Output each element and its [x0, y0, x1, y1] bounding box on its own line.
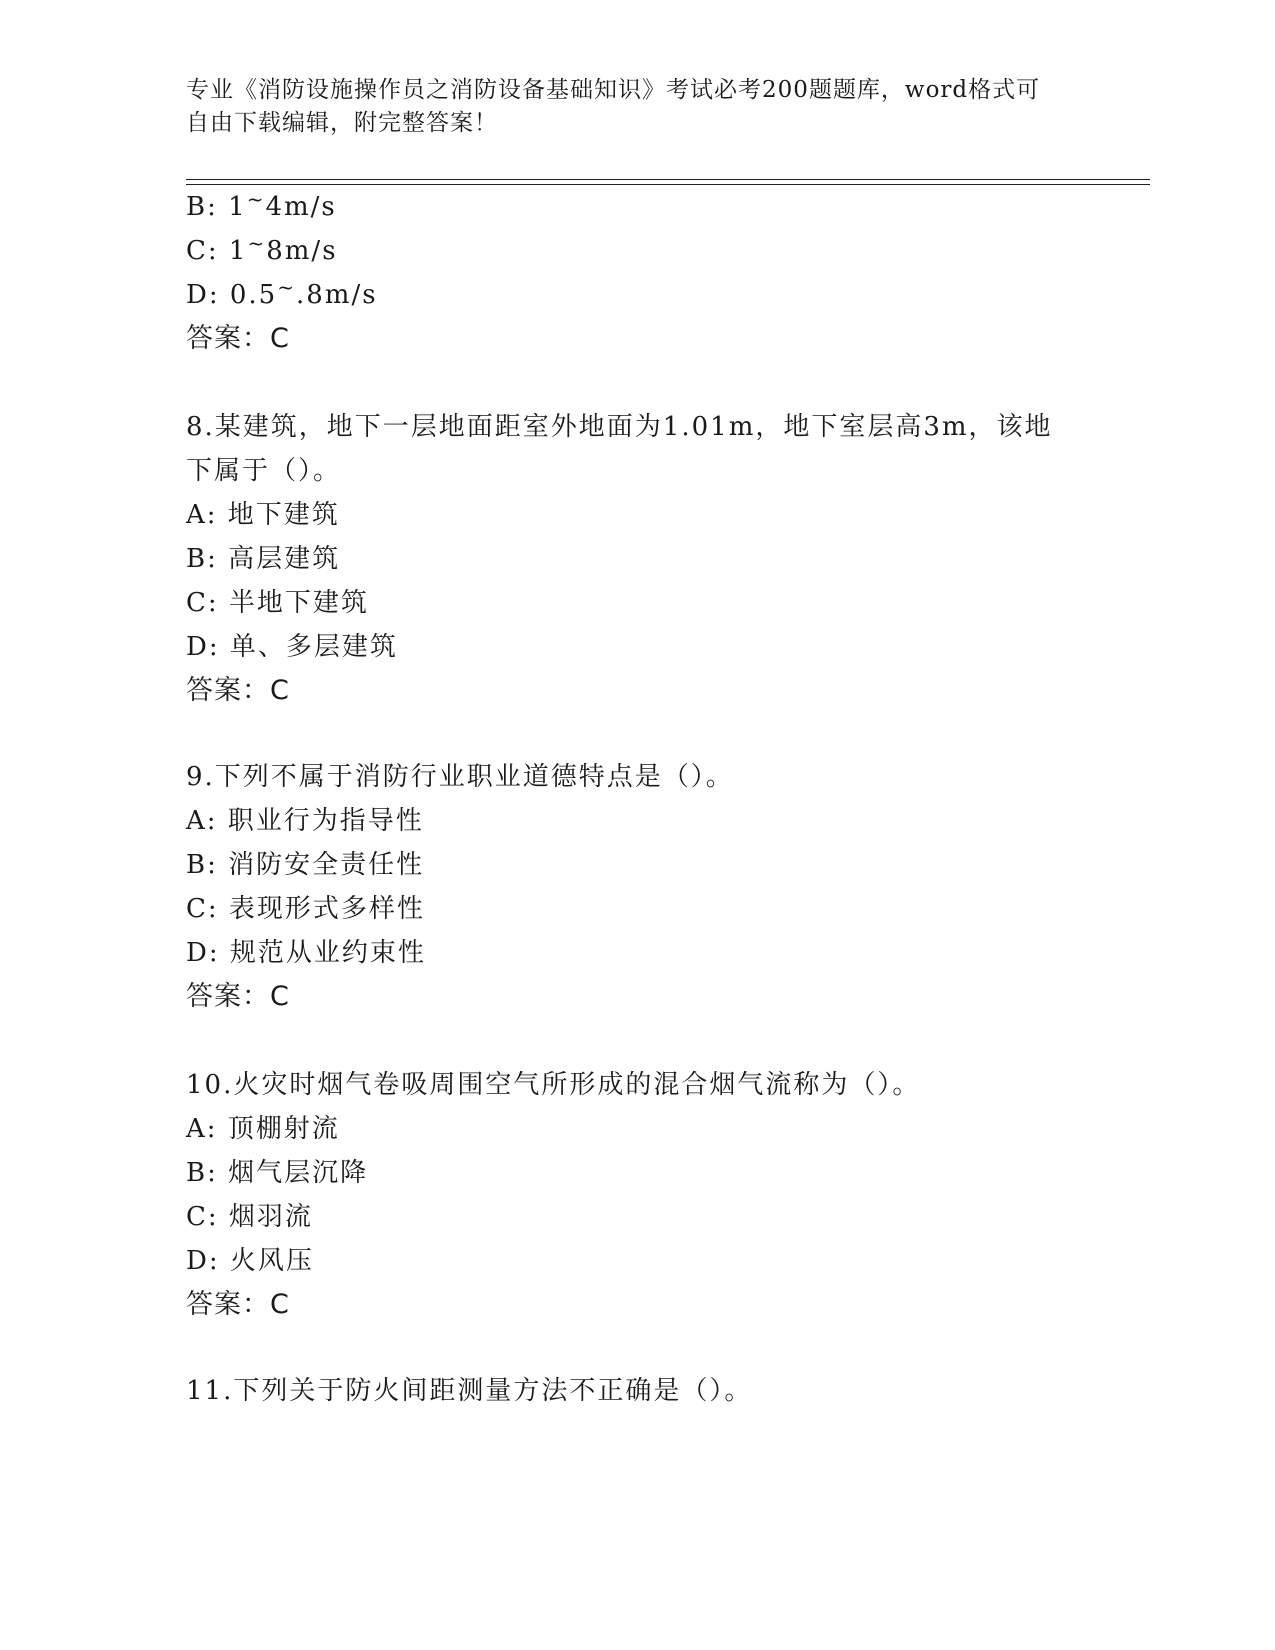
question-9-option-b: B: 消防安全责任性	[186, 850, 425, 880]
prev-option-c: C: 1~8m/s	[186, 231, 338, 266]
question-8-option-a: A: 地下建筑	[186, 500, 340, 530]
question-10-option-b: B: 烟气层沉降	[186, 1158, 369, 1188]
question-8-answer: 答案：C	[186, 675, 290, 706]
question-9-option-d: D: 规范从业约束性	[186, 938, 426, 968]
question-9-stem: 9.下列不属于消防行业职业道德特点是（）。	[186, 762, 734, 792]
question-8-stem-line-1: 8.某建筑，地下一层地面距室外地面为1.01m，地下室层高3m，该地	[186, 412, 1053, 442]
question-10-option-c: C: 烟羽流	[186, 1202, 313, 1232]
header-line-1: 专业《消防设施操作员之消防设备基础知识》考试必考200题题库，word格式可	[186, 77, 1041, 103]
question-9-option-a: A: 职业行为指导性	[186, 806, 424, 836]
prev-option-b: B: 1~4m/s	[186, 187, 337, 222]
question-9-option-c: C: 表现形式多样性	[186, 894, 425, 924]
question-10-answer: 答案：C	[186, 1289, 290, 1320]
header-line-2: 自由下载编辑，附完整答案！	[186, 110, 498, 136]
question-9-answer: 答案：C	[186, 981, 290, 1012]
header-divider-bottom	[186, 184, 1150, 185]
question-8-stem-line-2: 下属于（）。	[186, 456, 342, 486]
question-8-option-b: B: 高层建筑	[186, 544, 341, 574]
prev-answer: 答案：C	[186, 323, 290, 354]
prev-option-d: D: 0.5~.8m/s	[186, 275, 378, 310]
question-10-option-a: A: 顶棚射流	[186, 1114, 340, 1144]
question-8-option-c: C: 半地下建筑	[186, 588, 369, 618]
document-header	[186, 74, 1066, 140]
question-11-stem: 11.下列关于防火间距测量方法不正确是（）。	[186, 1376, 753, 1406]
question-10-stem: 10.火灾时烟气卷吸周围空气所形成的混合烟气流称为（）。	[186, 1070, 921, 1100]
header-divider-top	[186, 179, 1150, 180]
question-10-option-d: D: 火风压	[186, 1246, 314, 1276]
question-8-option-d: D: 单、多层建筑	[186, 632, 398, 662]
